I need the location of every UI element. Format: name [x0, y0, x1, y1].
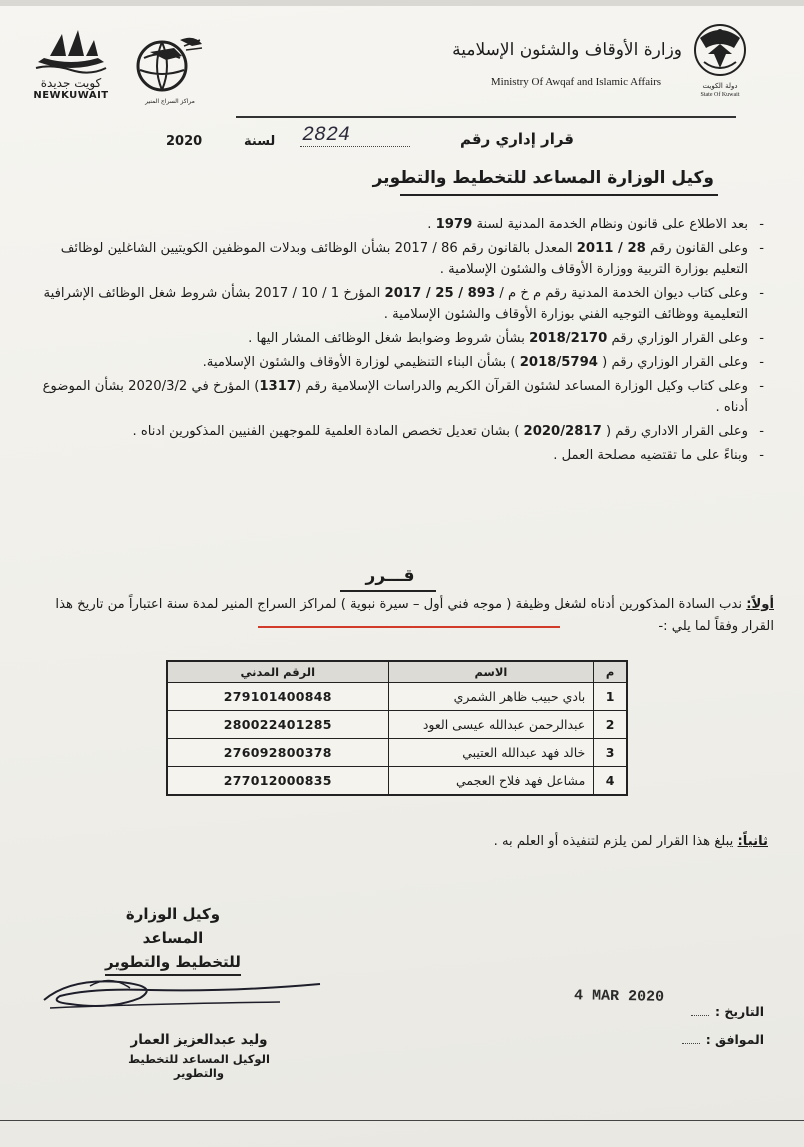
issuer-title: وكيل الوزارة المساعد للتخطيط والتطوير: [372, 168, 714, 188]
clause-first-text: ندب السادة المذكورين أدناه لشغل وظيفة ( موجه فني أول – سيرة نبوية ) لمراكز السراج المنير لمدة سنة اعتباراً من تاريخ هذا القرار وفقاً لما يلي :-: [55, 597, 774, 634]
kuwait-emblem-icon: [690, 18, 750, 84]
row-civil-id: 277012000835: [167, 767, 388, 796]
date-dots: [691, 1015, 709, 1016]
row-number: 1: [594, 683, 627, 711]
preamble-list: [38, 214, 766, 469]
preamble-item: - وعلى كتاب ديوان الخدمة المدنية رقم م خ م / 893 / 25 / 2017 المؤرخ 1 / 10 / 2017 بشأن شروط شغل الوظائف الإشرافية التعليمية ووظائف التوجيه الفني بوزارة الأوقاف والشئون الإسلامية .: [38, 283, 766, 325]
row-number: 2: [594, 711, 627, 739]
state-name-english: State Of Kuwait: [700, 92, 740, 98]
clause-first-label: أولاً:: [746, 597, 774, 612]
row-name: بادي حبيب ظاهر الشمري: [388, 683, 594, 711]
signatory-title-line1: وكيل الوزارة المساعد: [125, 905, 221, 947]
preamble-item: - وعلى القرار الوزاري رقم ( 2018/5794 ) بشأن البناء التنظيمي لوزارة الأوقاف والشئون الإسلامية.: [38, 352, 766, 373]
clause-second-text: يبلغ هذا القرار لمن يلزم لتنفيذه أو العلم به .: [493, 834, 738, 849]
corresponding-date-field: [682, 1032, 764, 1047]
corresponding-dots: [682, 1043, 700, 1044]
decision-line: [0, 124, 804, 158]
row-name: مشاعل فهد فلاح العجمي: [388, 767, 594, 796]
decision-label: قرار إداري رقم: [460, 130, 574, 148]
date-field: [691, 1004, 764, 1019]
table-row: [167, 739, 627, 767]
resolution-heading-underline: [340, 590, 436, 592]
received-date-stamp: 4 MAR 2020: [573, 987, 665, 1006]
decision-number: 2824: [302, 124, 351, 147]
preamble-item: - وعلى القرار الوزاري رقم 2018/2170 بشأن شروط وضوابط شغل الوظائف المشار اليها .: [38, 328, 766, 349]
row-civil-id: 280022401285: [167, 711, 388, 739]
signatory-role: الوكيل المساعد للتخطيط والتطوير: [128, 1052, 270, 1080]
row-civil-id: 279101400848: [167, 683, 388, 711]
row-number: 3: [594, 739, 627, 767]
table-header-row: [167, 661, 627, 683]
clause-second-label: ثانياً:: [737, 834, 768, 849]
column-header-number: م: [594, 661, 627, 683]
preamble-item: - وبناءً على ما تقتضيه مصلحة العمل .: [38, 445, 766, 466]
table-row: [167, 767, 627, 796]
row-name: خالد فهد عبدالله العتيبي: [388, 739, 594, 767]
appointees-table: [166, 660, 628, 796]
table-row: [167, 711, 627, 739]
preamble-item: - وعلى القرار الاداري رقم ( 2020/2817 ) بشان تعديل تخصص المادة العلمية للموجهين الفنيين المذكورين ادناه .: [38, 421, 766, 442]
newkuwait-arabic-text: كويت جديدة: [40, 76, 102, 90]
signatory-title-line2: للتخطيط والتطوير: [105, 950, 241, 976]
issuer-title-underline: [400, 194, 718, 196]
preamble-item: - وعلى كتاب وكيل الوزارة المساعد لشئون القرآن الكريم والدراسات الإسلامية رقم (1317) المؤرخ في 2020/3/2 بشأن الموضوع أدناه .: [38, 376, 766, 418]
corresponding-label: الموافق :: [705, 1032, 764, 1047]
newkuwait-logo: [28, 28, 114, 101]
row-name: عبدالرحمن عبدالله عيسى العود: [388, 711, 594, 739]
ministry-name-arabic: وزارة الأوقاف والشئون الإسلامية: [452, 40, 682, 60]
date-label: التاريخ :: [714, 1004, 764, 1019]
siraj-caption: مراكز السراج المنير: [145, 98, 195, 105]
clause-second: [494, 834, 768, 849]
decision-year: 2020: [166, 134, 203, 149]
column-header-civil-id: الرقم المدني: [167, 661, 388, 683]
state-name-arabic: دولة الكويت: [702, 82, 738, 90]
newkuwait-english-text: NEWKUWAIT: [33, 90, 109, 101]
resolution-heading: قـــرر: [365, 566, 415, 586]
row-civil-id: 276092800378: [167, 739, 388, 767]
row-number: 4: [594, 767, 627, 796]
clause-first: [34, 594, 774, 638]
handwritten-signature: [30, 958, 330, 1028]
signatory-name: وليد عبدالعزيز العمار: [130, 1032, 268, 1048]
decision-number-dots: [300, 146, 410, 147]
preamble-item: - وعلى القانون رقم 28 / 2011 المعدل بالقانون رقم 86 / 2017 بشأن الوظائف وبدلات الموظفين الكويتيين الشاغلين لوظائف التعليم بوزارة التربية ووزارة الأوقاف والشئون الإسلامية .: [38, 238, 766, 280]
footer-divider: [0, 1120, 804, 1121]
highlight-underline: [258, 626, 560, 628]
newkuwait-dhow-icon: [32, 28, 110, 74]
scan-edge: [0, 0, 804, 6]
preamble-item: - بعد الاطلاع على قانون ونظام الخدمة المدنية لسنة 1979 .: [38, 214, 766, 235]
decision-year-label: لسنة: [244, 134, 276, 149]
table-row: [167, 683, 627, 711]
ministry-name-english: Ministry Of Awqaf and Islamic Affairs: [490, 76, 662, 88]
header-divider: [236, 116, 736, 118]
column-header-name: الاسم: [388, 661, 594, 683]
